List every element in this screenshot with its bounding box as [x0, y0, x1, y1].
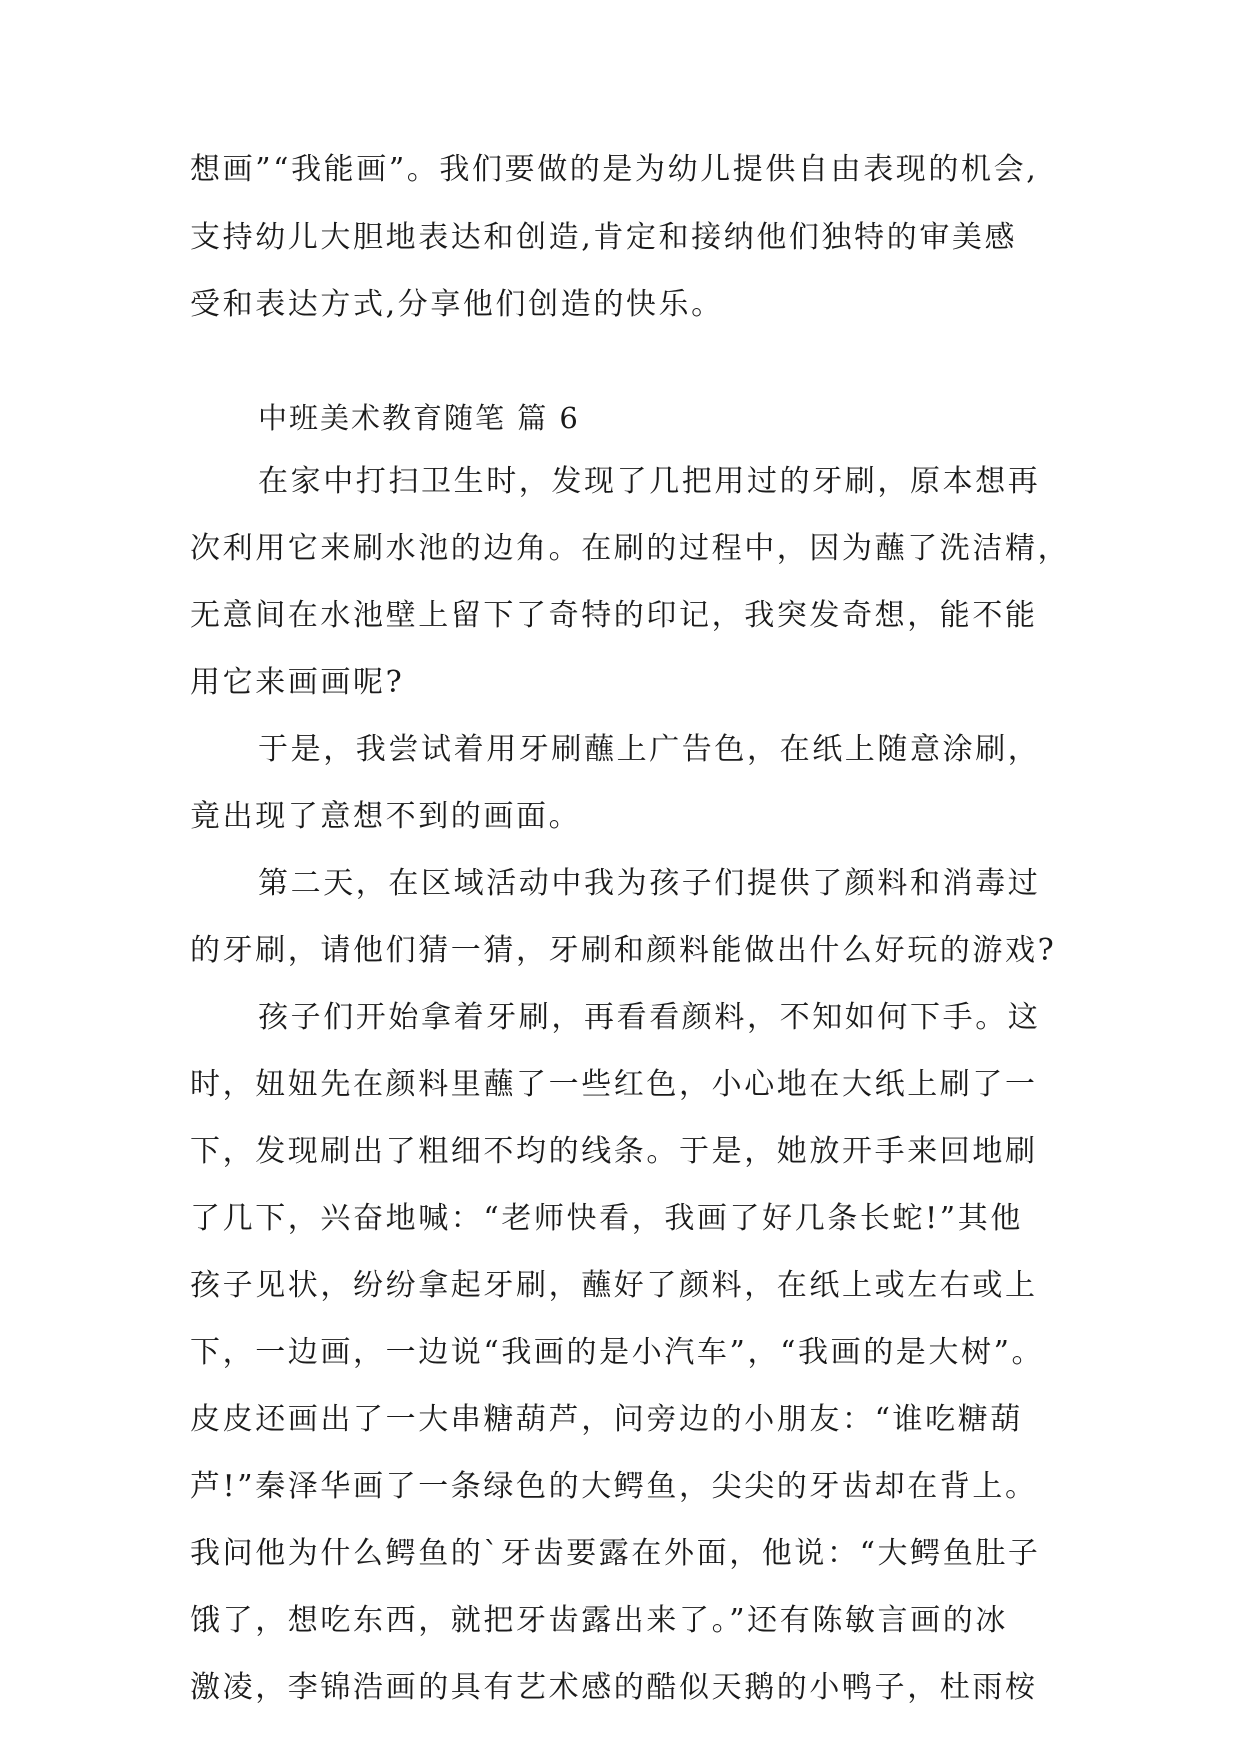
paragraph-first-line: 孩子们开始拿着牙刷，再看看颜料，不知如何下手。这	[258, 1000, 1041, 1035]
text-line: 用它来画画呢?	[190, 665, 405, 700]
text-line: 无意间在水池壁上留下了奇特的印记，我突发奇想，能不能	[190, 598, 1038, 633]
text-line: 下，一边画，一边说“我画的是小汽车”，“我画的是大树”。	[190, 1335, 1045, 1370]
text-line: 孩子见状，纷纷拿起牙刷，蘸好了颜料，在纸上或左右或上	[190, 1268, 1038, 1303]
text-line: 下，发现刷出了粗细不均的线条。于是，她放开手来回地刷	[190, 1134, 1038, 1169]
text-line: 受和表达方式,分享他们创造的快乐。	[190, 287, 724, 322]
text-line: 的牙刷，请他们猜一猜，牙刷和颜料能做出什么好玩的游戏?	[190, 933, 1057, 968]
paragraph-first-line: 第二天，在区域活动中我为孩子们提供了颜料和消毒过	[258, 866, 1041, 901]
text-line: 饿了，想吃东西，就把牙齿露出来了。”还有陈敏言画的冰	[190, 1603, 1008, 1638]
text-line: 我问他为什么鳄鱼的`牙齿要露在外面，他说：“大鳄鱼肚子	[190, 1536, 1041, 1571]
text-line: 支持幼儿大胆地表达和创造,肯定和接纳他们独特的审美感	[190, 220, 1018, 255]
text-line: 皮皮还画出了一大串糖葫芦，问旁边的小朋友：“谁吃糖葫	[190, 1402, 1023, 1437]
text-line: 激凌，李锦浩画的具有艺术感的酷似天鹅的小鸭子，杜雨桉	[190, 1670, 1038, 1705]
paragraph-first-line: 于是，我尝试着用牙刷蘸上广告色，在纸上随意涂刷，	[258, 732, 1041, 767]
text-line: 时，妞妞先在颜料里蘸了一些红色，小心地在大纸上刷了一	[190, 1067, 1038, 1102]
text-line: 芦!”秦泽华画了一条绿色的大鳄鱼，尖尖的牙齿却在背上。	[190, 1469, 1038, 1504]
text-line: 次利用它来刷水池的边角。在刷的过程中，因为蘸了洗洁精，	[190, 531, 1070, 566]
text-line: 竟出现了意想不到的画面。	[190, 799, 582, 834]
text-line: 了几下，兴奋地喊：“老师快看，我画了好几条长蛇!”其他	[190, 1201, 1023, 1236]
section-heading: 中班美术教育随笔 篇 6	[258, 401, 580, 435]
text-line: 想画”“我能画”。我们要做的是为幼儿提供自由表现的机会,	[190, 152, 1039, 187]
paragraph-first-line: 在家中打扫卫生时，发现了几把用过的牙刷，原本想再	[258, 464, 1041, 499]
